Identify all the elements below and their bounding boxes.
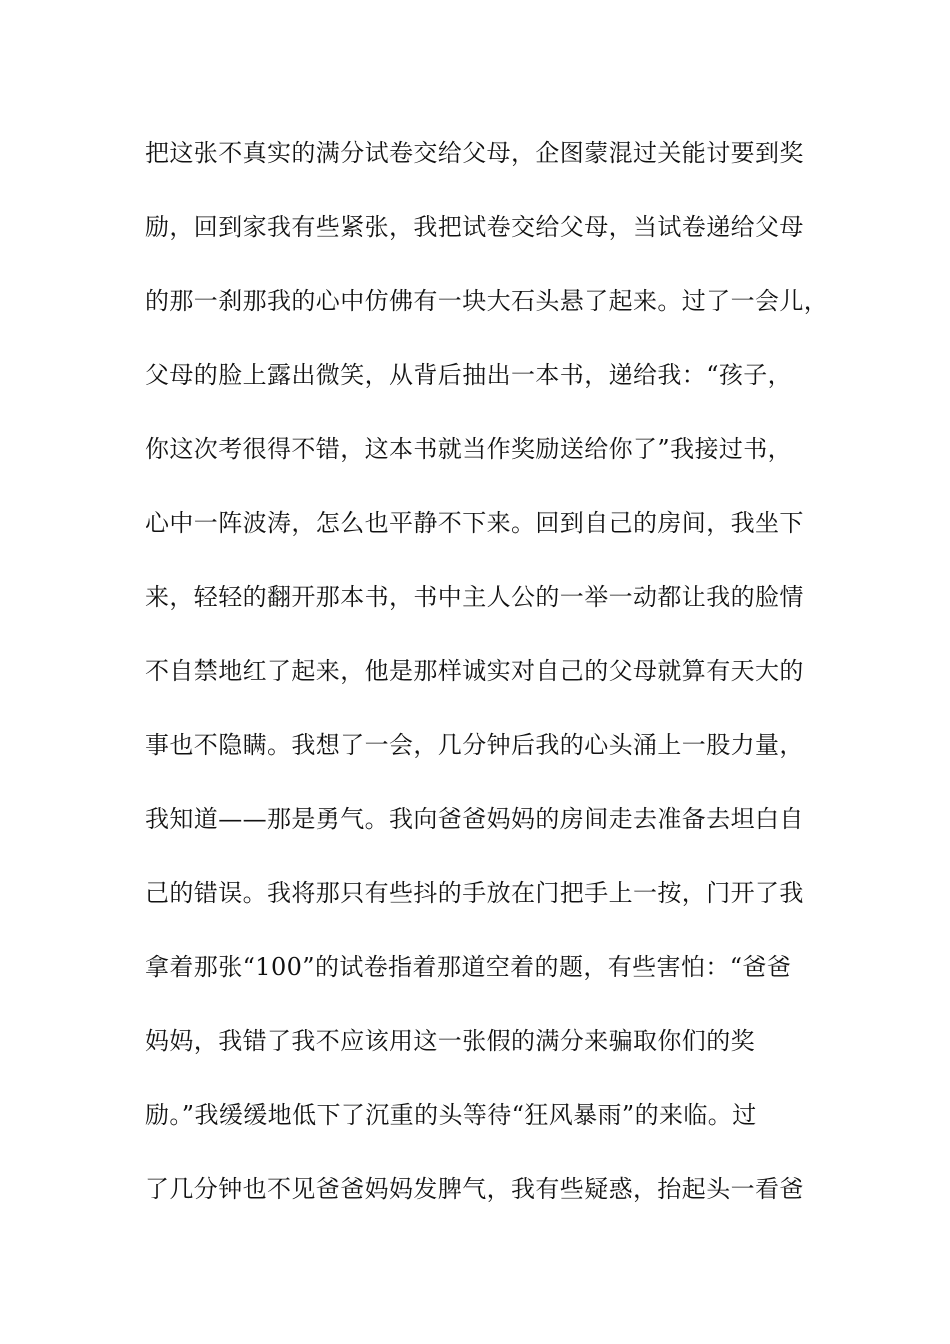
text-line: 拿着那张“100”的试卷指着那道空着的题，有些害怕：“爸爸	[145, 953, 792, 981]
text-line: 的那一刹那我的心中仿佛有一块大石头悬了起来。过了一会儿，	[145, 287, 829, 315]
text-line: 父母的脸上露出微笑，从背后抽出一本书，递给我：“孩子，	[145, 361, 793, 389]
text-line: 不自禁地红了起来，他是那样诚实对自己的父母就算有天大的	[145, 657, 804, 685]
text-line: 你这次考很得不错，这本书就当作奖励送给你了”我接过书，	[145, 435, 793, 463]
text-line: 心中一阵波涛，怎么也平静不下来。回到自己的房间，我坐下	[145, 509, 804, 537]
text-line: 把这张不真实的满分试卷交给父母，企图蒙混过关能讨要到奖	[145, 139, 804, 167]
text-line: 妈妈，我错了我不应该用这一张假的满分来骗取你们的奖	[145, 1027, 755, 1055]
text-line: 来，轻轻的翻开那本书，书中主人公的一举一动都让我的脸情	[145, 583, 804, 611]
text-line: 了几分钟也不见爸爸妈妈发脾气，我有些疑惑，抬起头一看爸	[145, 1175, 804, 1203]
text-line: 励，回到家我有些紧张，我把试卷交给父母，当试卷递给父母	[145, 213, 804, 241]
text-line: 励。”我缓缓地低下了沉重的头等待“狂风暴雨”的来临。过	[145, 1101, 757, 1129]
text-line: 己的错误。我将那只有些抖的手放在门把手上一按，门开了我	[145, 879, 804, 907]
text-line: 我知道——那是勇气。我向爸爸妈妈的房间走去准备去坦白自	[145, 805, 804, 833]
text-line: 事也不隐瞒。我想了一会，几分钟后我的心头涌上一股力量，	[145, 731, 804, 759]
